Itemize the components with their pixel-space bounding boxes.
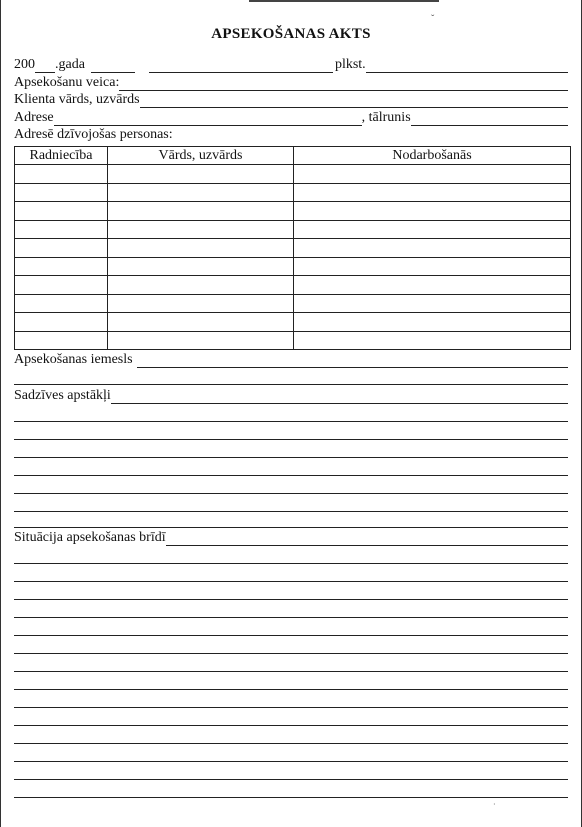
name-cell[interactable] bbox=[108, 257, 294, 276]
reason-field[interactable] bbox=[137, 355, 568, 368]
inspector-row bbox=[14, 75, 568, 91]
relation-cell[interactable] bbox=[15, 257, 108, 276]
phone-field[interactable] bbox=[411, 113, 568, 126]
header-name: Vārds, uzvārds bbox=[108, 147, 294, 165]
time-label: plkst. bbox=[334, 57, 366, 72]
relation-cell[interactable] bbox=[15, 220, 108, 239]
relation-cell[interactable] bbox=[15, 313, 108, 332]
residents-table bbox=[14, 146, 571, 350]
living-writing-line[interactable] bbox=[14, 475, 568, 476]
situation-writing-line[interactable] bbox=[14, 707, 568, 708]
inspector-label: Apsekošanu veica: bbox=[14, 75, 120, 90]
occupation-cell[interactable] bbox=[294, 183, 571, 202]
occupation-cell[interactable] bbox=[294, 276, 571, 295]
occupation-cell[interactable] bbox=[294, 202, 571, 221]
residents-heading-row bbox=[14, 127, 568, 143]
name-cell[interactable] bbox=[108, 239, 294, 258]
date-day-field[interactable] bbox=[91, 60, 135, 73]
header-occupation: Nodarbošanās bbox=[294, 147, 571, 165]
date-time-row bbox=[14, 57, 568, 73]
situation-writing-line[interactable] bbox=[14, 761, 568, 762]
relation-cell[interactable] bbox=[15, 165, 108, 184]
situation-writing-line[interactable] bbox=[14, 581, 568, 582]
living-writing-line[interactable] bbox=[14, 527, 568, 528]
name-cell[interactable] bbox=[108, 165, 294, 184]
relation-cell[interactable] bbox=[15, 239, 108, 258]
table-row bbox=[15, 239, 571, 258]
name-cell[interactable] bbox=[108, 331, 294, 350]
relation-cell[interactable] bbox=[15, 294, 108, 313]
reason-row bbox=[14, 352, 568, 368]
reason-writing-line[interactable] bbox=[14, 384, 568, 385]
relation-cell[interactable] bbox=[15, 331, 108, 350]
date-year-label: 200 bbox=[14, 57, 35, 72]
living-writing-line[interactable] bbox=[14, 439, 568, 440]
situation-writing-line[interactable] bbox=[14, 689, 568, 690]
name-cell[interactable] bbox=[108, 202, 294, 221]
address-field[interactable] bbox=[54, 113, 362, 126]
form-title: APSEKOŠANAS AKTS bbox=[211, 26, 371, 42]
situation-writing-line[interactable] bbox=[14, 725, 568, 726]
living-writing-line[interactable] bbox=[14, 421, 568, 422]
table-row bbox=[15, 165, 571, 184]
living-label: Sadzīves apstākļi bbox=[14, 388, 111, 403]
residents-header-row bbox=[15, 147, 571, 165]
relation-cell[interactable] bbox=[15, 202, 108, 221]
table-row bbox=[15, 313, 571, 332]
table-row bbox=[15, 276, 571, 295]
scan-mark: ˇ bbox=[431, 14, 435, 25]
occupation-cell[interactable] bbox=[294, 294, 571, 313]
situation-writing-line[interactable] bbox=[14, 779, 568, 780]
table-row bbox=[15, 183, 571, 202]
client-row bbox=[14, 92, 568, 108]
occupation-cell[interactable] bbox=[294, 313, 571, 332]
living-row bbox=[14, 388, 568, 404]
name-cell[interactable] bbox=[108, 313, 294, 332]
name-cell[interactable] bbox=[108, 183, 294, 202]
living-writing-line[interactable] bbox=[14, 493, 568, 494]
living-writing-line[interactable] bbox=[14, 511, 568, 512]
address-label: Adrese bbox=[14, 110, 54, 125]
time-field[interactable] bbox=[366, 60, 568, 73]
inspector-field[interactable] bbox=[119, 78, 568, 91]
relation-cell[interactable] bbox=[15, 183, 108, 202]
date-gada-label: .gada bbox=[55, 57, 85, 72]
top-edge-line bbox=[249, 0, 439, 2]
situation-writing-line[interactable] bbox=[14, 743, 568, 744]
situation-writing-line[interactable] bbox=[14, 563, 568, 564]
table-row bbox=[15, 331, 571, 350]
table-row bbox=[15, 294, 571, 313]
situation-field[interactable] bbox=[166, 533, 568, 546]
date-month-field[interactable] bbox=[149, 60, 333, 73]
situation-writing-line[interactable] bbox=[14, 671, 568, 672]
scan-dot: · bbox=[493, 800, 496, 809]
occupation-cell[interactable] bbox=[294, 239, 571, 258]
living-field[interactable] bbox=[111, 391, 568, 404]
table-row bbox=[15, 202, 571, 221]
name-cell[interactable] bbox=[108, 276, 294, 295]
situation-writing-line[interactable] bbox=[14, 653, 568, 654]
situation-writing-line[interactable] bbox=[14, 797, 568, 798]
address-row bbox=[14, 110, 568, 126]
phone-label: , tālrunis bbox=[361, 110, 411, 125]
occupation-cell[interactable] bbox=[294, 331, 571, 350]
situation-writing-line[interactable] bbox=[14, 617, 568, 618]
header-relation: Radniecība bbox=[15, 147, 108, 165]
table-row bbox=[15, 220, 571, 239]
name-cell[interactable] bbox=[108, 294, 294, 313]
residents-label: Adresē dzīvojošas personas: bbox=[14, 127, 173, 142]
client-label: Klienta vārds, uzvārds bbox=[14, 92, 140, 107]
occupation-cell[interactable] bbox=[294, 165, 571, 184]
table-row bbox=[15, 257, 571, 276]
relation-cell[interactable] bbox=[15, 276, 108, 295]
occupation-cell[interactable] bbox=[294, 220, 571, 239]
name-cell[interactable] bbox=[108, 220, 294, 239]
living-writing-line[interactable] bbox=[14, 457, 568, 458]
situation-label: Situācija apsekošanas brīdī bbox=[14, 530, 166, 545]
client-field[interactable] bbox=[140, 95, 568, 108]
occupation-cell[interactable] bbox=[294, 257, 571, 276]
situation-row bbox=[14, 530, 568, 546]
year-suffix-field[interactable] bbox=[35, 60, 55, 73]
situation-writing-line[interactable] bbox=[14, 599, 568, 600]
reason-label: Apsekošanas iemesls bbox=[14, 352, 133, 367]
situation-writing-line[interactable] bbox=[14, 635, 568, 636]
